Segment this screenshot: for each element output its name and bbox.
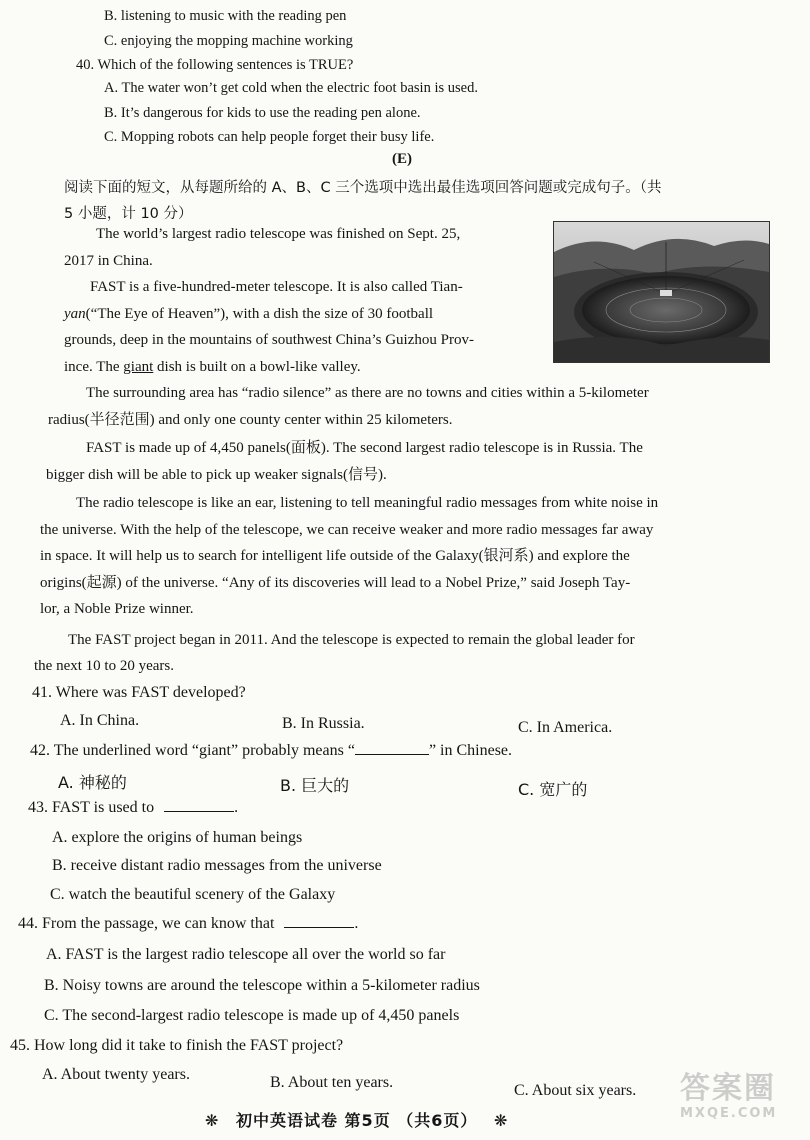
passage-p6-line-1: The FAST project began in 2011. And the telescope is expected to remain the global leader for [68, 631, 635, 648]
q39-option-c: C. enjoying the mopping machine working [104, 33, 353, 49]
passage-p5-line-4: origins(起源) of the universe. “Any of its discoveries will lead to a Nobel Prize,” said Joseph Tay- [40, 574, 631, 591]
passage-word-giant: giant [123, 358, 154, 375]
footer-text: 初中英语试卷 第5页 （共6页） [235, 1111, 478, 1130]
page-footer [205, 1108, 508, 1131]
passage-tianyan: yan [64, 305, 86, 322]
q43-blank [164, 810, 234, 812]
q44-stem-line: 44. From the passage, we can know that . [18, 915, 359, 932]
passage-p5-line-3: in space. It will help us to search for intelligent life outside of the Galaxy(银河系) and explore the [40, 548, 630, 564]
q42-option-a: A. 神秘的 [58, 773, 127, 792]
q41-stem: 41. Where was FAST developed? [32, 684, 246, 701]
passage-p2-line-4-pre: ince. The [64, 358, 124, 375]
footer-ornament-left: ❋ [205, 1111, 220, 1130]
q43-stem-line: 43. FAST is used to . [28, 799, 239, 816]
passage-p3-line-2: radius(半径范围) and only one county center within 25 kilometers. [48, 411, 453, 428]
q44-option-c: C. The second-largest radio telescope is made up of 4,450 panels [44, 1007, 460, 1024]
q42-stem-post: ” in Chinese. [428, 742, 513, 759]
passage-p4-line-1: FAST is made up of 4,450 panels(面板). The second largest radio telescope is in Russia. The [86, 440, 643, 456]
passage-p2-line-2-text: (“The Eye of Heaven”), with a dish the size of 30 football [85, 305, 434, 322]
q41-option-c: C. In America. [518, 719, 613, 736]
q40-option-a: A. The water won’t get cold when the electric foot basin is used. [104, 80, 478, 96]
passage-p1-line-2: 2017 in China. [64, 252, 153, 269]
watermark-logo-text: 答案圈 [680, 1071, 776, 1106]
q40-option-b: B. It’s dangerous for kids to use the reading pen alone. [104, 105, 421, 121]
passage-p5-line-5: lor, a Noble Prize winner. [40, 601, 194, 617]
q45-option-a: A. About twenty years. [42, 1066, 190, 1083]
q42-option-b: B. 巨大的 [280, 776, 350, 795]
passage-p3-line-1: The surrounding area has “radio silence” as there are no towns and cities within a 5-kilometer [86, 385, 649, 401]
q43-option-a: A. explore the origins of human beings [52, 829, 303, 846]
q39-option-b: B. listening to music with the reading pen [104, 8, 347, 24]
passage-p4-line-2: bigger dish will be able to pick up weaker signals(信号). [46, 466, 387, 483]
q40-option-c: C. Mopping robots can help people forget their busy life. [104, 129, 435, 145]
passage-p2-line-4-post: dish is built on a bowl-like valley. [153, 358, 361, 375]
footer-ornament-right: ❋ [493, 1111, 509, 1130]
q44-blank [284, 926, 354, 928]
instructions-line-2: 5 小题，计 10 分） [64, 206, 193, 222]
passage-p2-line-4 [64, 354, 544, 381]
q45-option-c: C. About six years. [514, 1082, 637, 1099]
site-watermark [680, 1072, 800, 1132]
passage-p2-line-2 [64, 301, 544, 328]
instructions-line-1: 阅读下面的短文，从每题所给的 A、B、C 三个选项中选出最佳选项回答问题或完成句子。（共 [64, 180, 662, 196]
q41-option-b: B. In Russia. [282, 715, 365, 732]
q42-stem-pre: 42. The underlined word “giant” probably means “ [30, 742, 355, 759]
passage-lower [34, 380, 780, 680]
q44-option-a: A. FAST is the largest radio telescope all over the world so far [46, 946, 446, 963]
q43-option-c: C. watch the beautiful scenery of the Galaxy [50, 886, 336, 903]
q44-stem: 44. From the passage, we can know that [18, 915, 275, 932]
q41-option-a: A. In China. [60, 712, 140, 729]
q44-option-b: B. Noisy towns are around the telescope within a 5-kilometer radius [44, 977, 480, 994]
passage-upper [64, 221, 544, 380]
q42-stem [30, 742, 512, 760]
fast-telescope-photo [553, 221, 770, 363]
section-label: (E) [392, 151, 412, 167]
q45-stem: 45. How long did it take to finish the FAST project? [10, 1037, 344, 1054]
passage-p2-line-1: FAST is a five-hundred-meter telescope. It is also called Tian- [90, 279, 463, 295]
q43-option-b: B. receive distant radio messages from the universe [52, 857, 382, 874]
passage-p2-line-3: grounds, deep in the mountains of southwest China’s Guizhou Prov- [64, 332, 474, 348]
q45-option-b: B. About ten years. [270, 1074, 394, 1091]
q43-stem: 43. FAST is used to [28, 799, 155, 816]
q42-option-c: C. 宽广的 [518, 780, 588, 799]
passage-p5-line-1: The radio telescope is like an ear, listening to tell meaningful radio messages from white noise in [76, 495, 659, 511]
passage-p6-line-2: the next 10 to 20 years. [34, 658, 174, 674]
passage-p5-line-2: the universe. With the help of the telescope, we can receive weaker and more radio messages far away [40, 521, 654, 538]
q42-blank [355, 753, 429, 755]
passage-p1-line-1: The world’s largest radio telescope was finished on Sept. 25, [96, 226, 461, 242]
watermark-url: MXQE.COM [680, 1106, 778, 1121]
q40-stem: 40. Which of the following sentences is TRUE? [76, 57, 354, 73]
